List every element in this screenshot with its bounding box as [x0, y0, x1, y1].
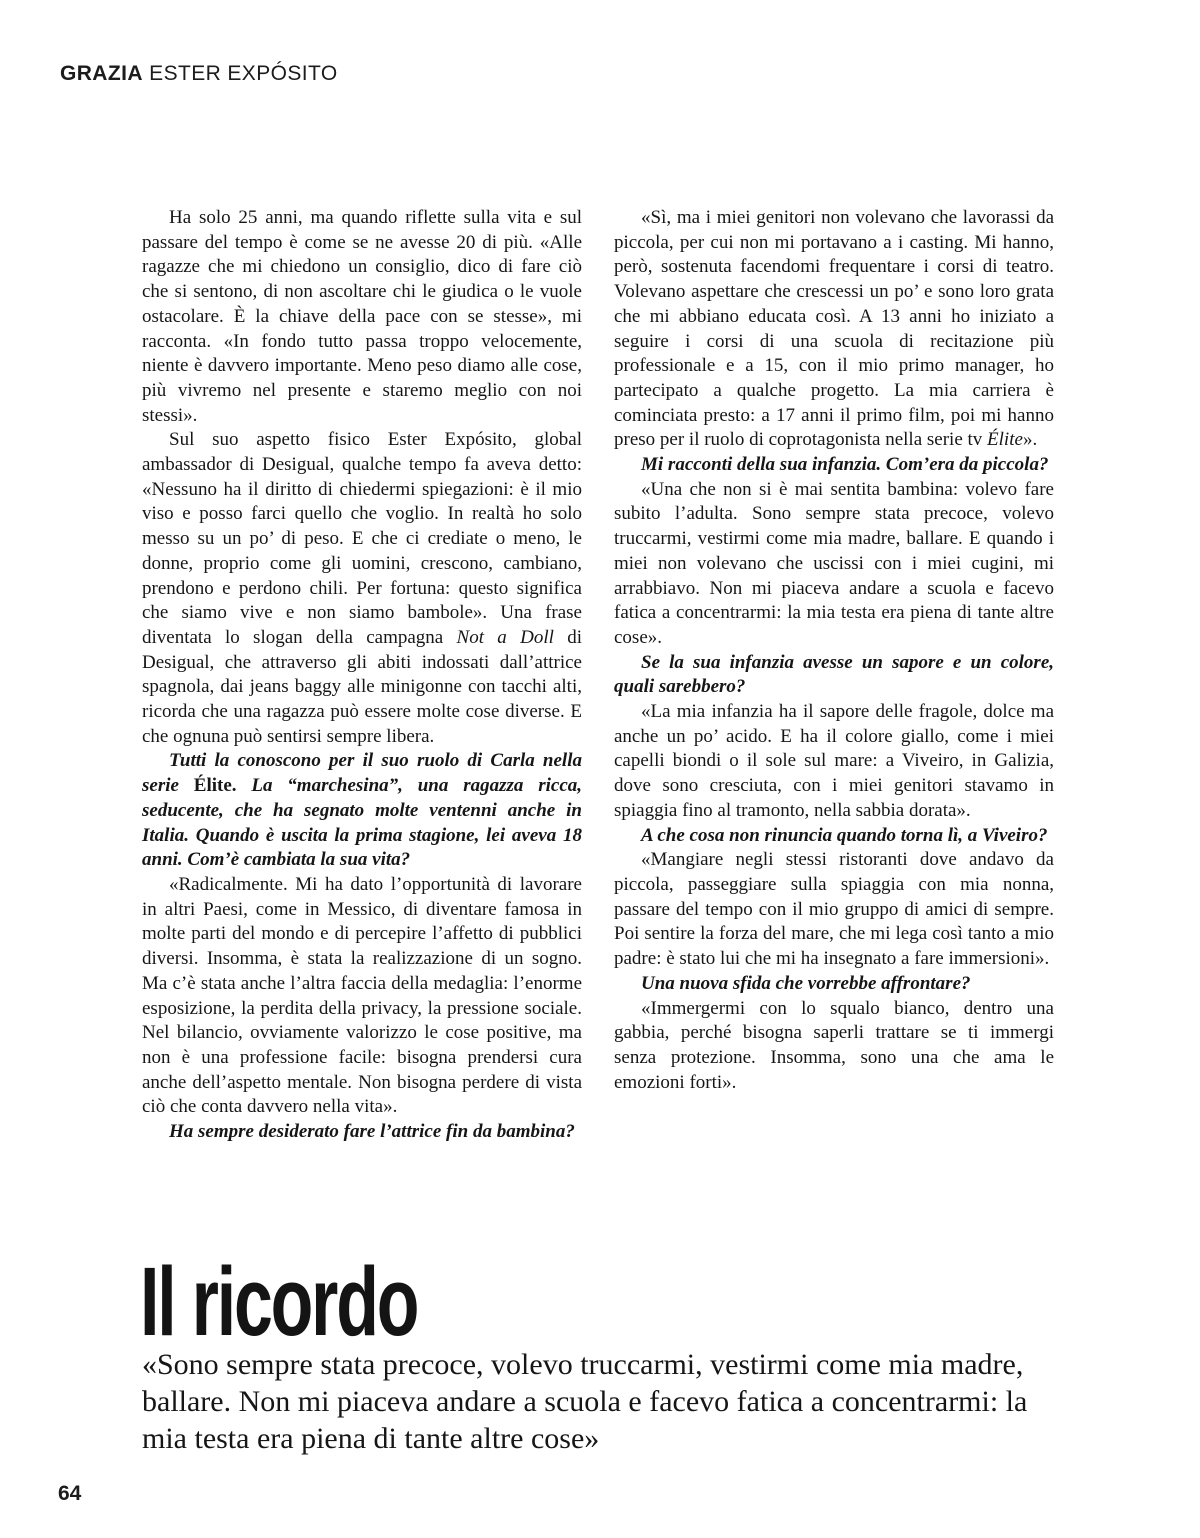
interview-question: [614, 824, 1054, 849]
page-number: 64: [58, 1482, 82, 1505]
interview-question: [614, 972, 1054, 997]
right-column: [614, 206, 1054, 1145]
paragraph-text: Ha solo 25 anni, ma quando riflette sulla vita e sul passare del tempo è come se ne avesse 20 di più. «Alle ragazze che mi chiedono un consiglio, dico di fare ciò che si sentono, di non ascoltare chi le giudica o le vuole ostacolare. È la chiave della pace con se stesse», mi racconta. «In fondo tutto passa troppo velocemente, niente è davvero importante. Meno peso diamo alle cose, più vivremo nel presente e staremo meglio con noi stessi».: [142, 207, 582, 426]
question-text: Tutti la conoscono per il suo ruolo di Carla nella serie: [142, 750, 582, 797]
answer-text: ».: [1022, 429, 1038, 451]
question-text: A che cosa non rinuncia quando torna lì, a Viveiro?: [641, 824, 1048, 846]
answer-text: «La mia infanzia ha il sapore delle fragole, dolce ma anche un po’ acido. E ha il colore giallo, come i miei capelli biondi o il sole sul mare: a Viveiro, in Galizia, dove sono cresciuta, con i miei genitori stavamo in spiaggia fino al tramonto, nella sabbia dorata».: [614, 701, 1054, 821]
intro-paragraph: [142, 428, 582, 749]
interview-question: [614, 651, 1054, 700]
answer-text: «Una che non si è mai sentita bambina: volevo fare subito l’adulta. Sono sempre stata precoce, volevo truccarmi, vestirmi come mia madre, ballare. E quando i miei non volevano che uscissi con i miei cugini, mi arrabbiavo. Non mi piaceva andare a scuola e facevo fatica a concentrarmi: la mia testa era piena di tante altre cose».: [614, 478, 1054, 648]
interview-question: [614, 453, 1054, 478]
series-title: Élite.: [193, 775, 237, 797]
question-text: La “marchesina”, una ragazza ricca, seducente, che ha segnato molte ventenni anche in Italia. Quando è uscita la prima stagione, lei aveva 18 anni. Com’è cambiata la sua vita?: [142, 775, 583, 871]
magazine-brand: GRAZIA: [60, 62, 143, 85]
intro-paragraph: [142, 206, 582, 428]
interview-answer: [614, 848, 1054, 972]
interview-answer: [614, 478, 1054, 651]
answer-text: «Radicalmente. Mi ha dato l’opportunità di lavorare in altri Paesi, come in Messico, di diventare famosa in molte parti del mondo e di percepire l’affetto di pubblici diversi. Insomma, è stata la realizzazione di un sogno. Ma c’è stata anche l’altra faccia della medaglia: l’enorme esposizione, la perdita della privacy, la pressione sociale. Nel bilancio, ovviamente valorizzo le cose positive, ma non è una professione facile: bisogna prendersi cura anche dell’aspetto mentale. Non bisogna perdere di vista ciò che conta davvero nella vita».: [142, 873, 582, 1118]
question-text: Se la sua infanzia avesse un sapore e un colore, quali sarebbero?: [614, 651, 1054, 698]
paragraph-text: Sul suo aspetto fisico Ester Expósito, global ambassador di Desigual, qualche tempo fa aveva detto: «Nessuno ha il diritto di chiedermi spiegazioni: è il mio viso e posso farci quello che voglio. In realtà ho solo messo su un po’ di peso. E che ci crediate o meno, le donne, proprio come gli uomini, crescono, cambiano, prendono e perdono chili. Per fortuna: questo significa che siamo vive e non siamo bambole». Una frase diventata lo slogan della campagna: [142, 429, 582, 648]
interview-answer: [142, 873, 582, 1120]
answer-text: «Immergermi con lo squalo bianco, dentro una gabbia, perché bisogna saperli trattare se ti immergi senza protezione. Insomma, sono una che ama le emozioni forti».: [614, 997, 1054, 1093]
header-subject-name: ESTER EXPÓSITO: [149, 62, 338, 85]
campaign-name: Not a Doll: [456, 626, 554, 648]
interview-answer: [614, 700, 1054, 824]
article-body: [142, 206, 1054, 1145]
question-text: Una nuova sfida che vorrebbe affrontare?: [641, 972, 971, 994]
series-title: Élite: [987, 429, 1023, 451]
interview-answer: [614, 997, 1054, 1096]
paragraph-text: di Desigual, che attraverso gli abiti indossati dall’attrice spagnola, dai jeans baggy alle minigonne con tacchi alti, ricorda che una ragazza può essere molte cose diverse. E che ognuna può sentirsi sempre libera.: [142, 626, 582, 747]
section-headline: Il ricordo: [140, 1247, 418, 1356]
question-text: Mi racconti della sua infanzia. Com’era da piccola?: [641, 454, 1049, 476]
interview-question: [142, 1120, 582, 1145]
interview-answer: [614, 206, 1054, 453]
running-header: [60, 62, 338, 86]
interview-question: [142, 749, 582, 873]
pull-quote: «Sono sempre stata precoce, volevo truccarmi, vestirmi come mia madre, ballare. Non mi piaceva andare a scuola e facevo fatica a concentrarmi: la mia testa era piena di tante altre cose»: [142, 1348, 1028, 1455]
answer-text: «Mangiare negli stessi ristoranti dove andavo da piccola, passeggiare sulla spiaggia con mia nonna, passare del tempo con il mio gruppo di amici di sempre. Poi sentire la forza del mare, che mi lega così tanto a mio padre: è stato lui che mi ha insegnato a fare immersioni».: [614, 849, 1054, 970]
question-text: Ha sempre desiderato fare l’attrice fin da bambina?: [169, 1121, 575, 1143]
left-column: [142, 206, 582, 1145]
answer-text: «Sì, ma i miei genitori non volevano che lavorassi da piccola, per cui non mi portavano a i casting. Mi hanno, però, sostenuta facendomi frequentare i corsi di teatro. Volevano aspettare che crescessi un po’ e sono loro grata che mi abbiano educata così. A 13 anni ho iniziato a seguire i corsi di una scuola di recitazione più professionale e a 15, con il mio primo manager, ho partecipato a qualche progetto. La mia carriera è cominciata presto: a 17 anni il primo film, poi mi hanno preso per il ruolo di coprotagonista nella serie tv: [614, 207, 1054, 451]
